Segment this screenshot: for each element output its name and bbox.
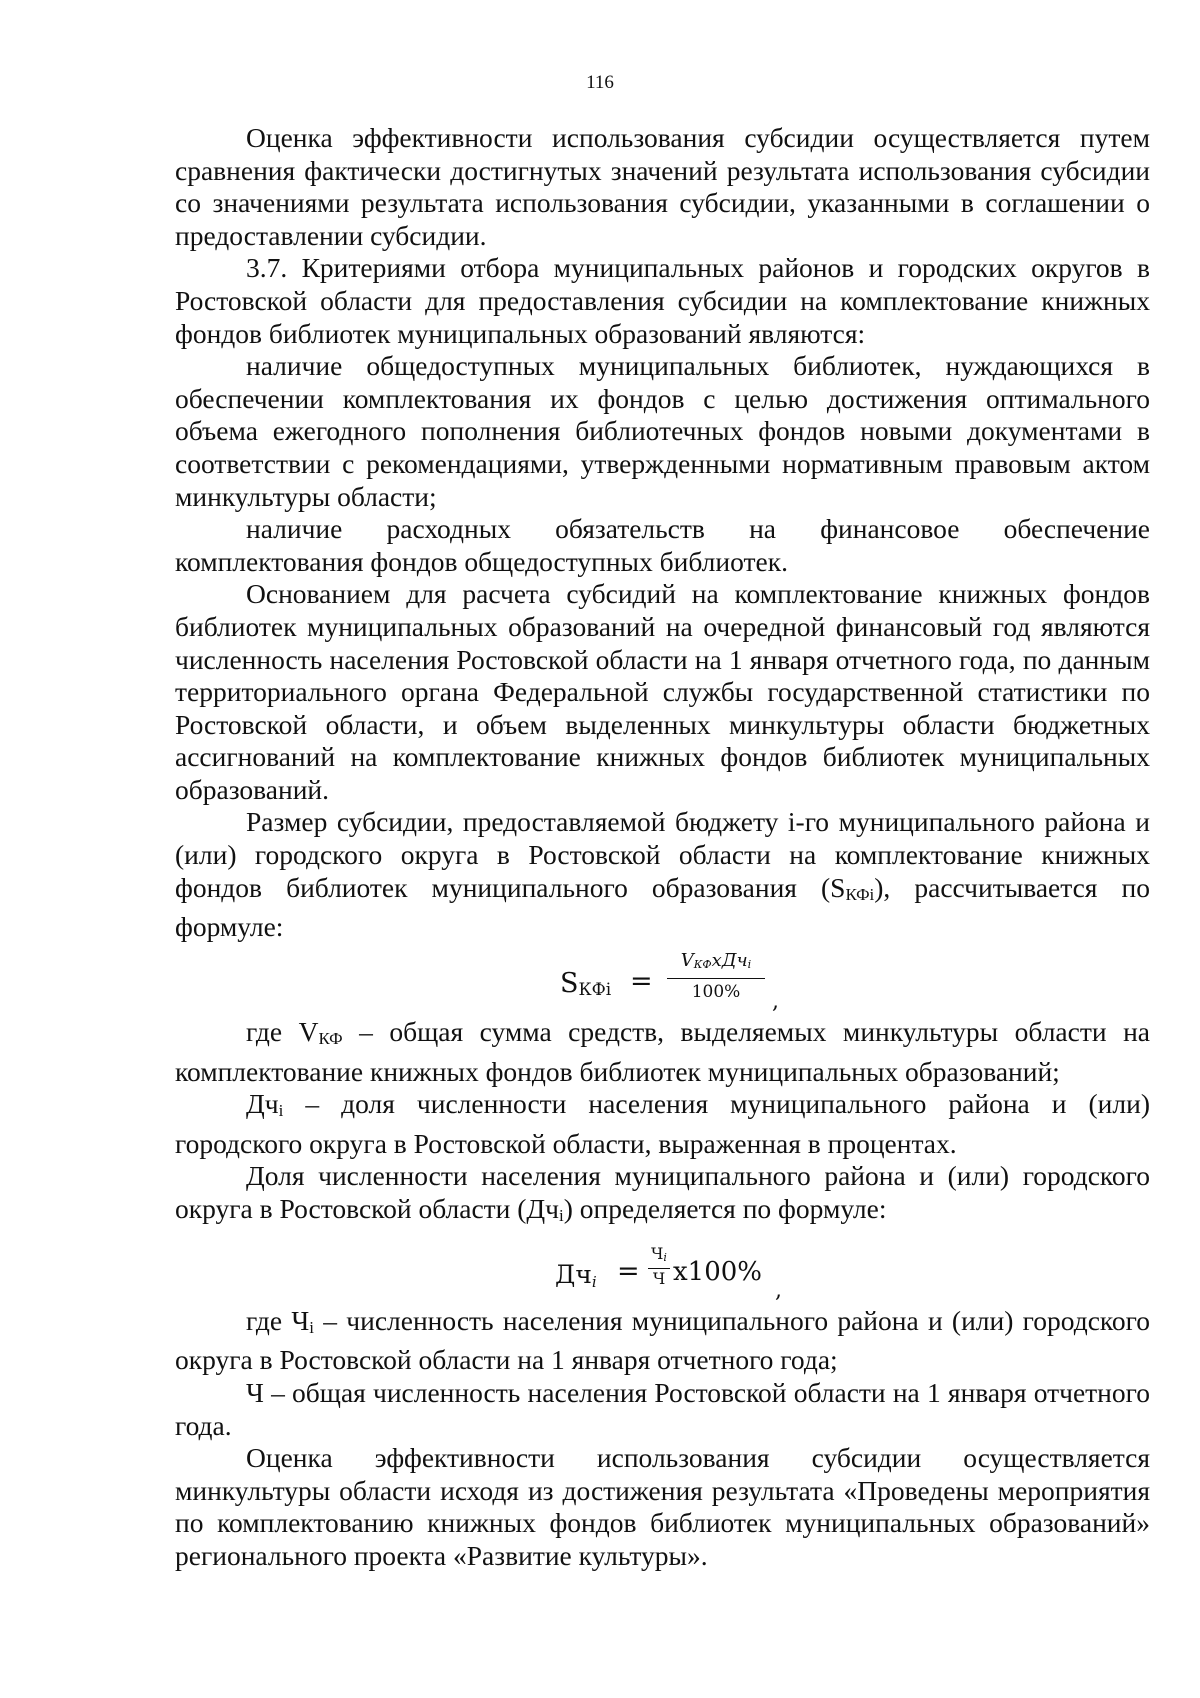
paragraph-evaluation-result: Оценка эффективности использования субсидии осуществляется минкультуры области исходя из достижения результата «Проведены мероприятия по комплектованию книжных фондов библиотек муниципальных образований» регионального проекта «Развитие культуры».: [175, 1442, 1150, 1571]
formula-population-share: $Дч_i$ = Чi Ч х100% ,: [555, 1243, 782, 1303]
paragraph-where-ch: Ч – общая численность населения Ростовской области на 1 января отчетного года.: [175, 1376, 1150, 1441]
formula-share-numerator: Чi: [651, 1243, 667, 1264]
formula-subsidy-equals: =: [630, 965, 653, 997]
formula-subsidy: SКФi = VКФхДчi 100% ,: [560, 949, 779, 1014]
formula-subsidy-denominator: 100%: [691, 981, 741, 1002]
paragraph-criterion-libraries: наличие общедоступных муниципальных библиотек, нуждающихся в обеспечении комплектования их фондов с целью достижения оптимального объема ежегодного пополнения библиотечных фондов новыми документами в соответствии с рекомендациями, утвержденными нормативным правовым актом минкультуры области;: [175, 350, 1150, 512]
formula-subsidy-numerator: VКФхДчi: [680, 949, 752, 971]
paragraph-where-v: где VКФ – общая сумма средств, выделяемых минкультуры области на комплектование книжных фондов библиотек муниципальных образований;: [175, 1015, 1150, 1087]
paragraph-criterion-obligations: наличие расходных обязательств на финансовое обеспечение комплектования фондов общедоступных библиотек.: [175, 513, 1150, 577]
formula-share-equals: =: [617, 1255, 640, 1287]
document-body: [175, 122, 1150, 1572]
formula-subsidy-fraction: [667, 950, 765, 1002]
paragraph-where-ch-i: где Чi – численность населения муниципального района и (или) городского округа в Ростовской области на 1 января отчетного года;: [175, 1304, 1150, 1376]
formula-share-multiplier: х100%: [673, 1256, 762, 1287]
formula-share-fraction: [648, 1245, 670, 1288]
paragraph-where-dch: Дчi – доля численности населения муниципального района и (или) городского округа в Ростовской области, выраженная в процентах.: [175, 1088, 1150, 1159]
fraction-bar: [667, 978, 765, 979]
formula-share-lhs: $Дч_i$: [555, 1259, 597, 1291]
formula-share-denominator: Ч: [652, 1268, 666, 1288]
paragraph-population-share: Доля численности населения муниципального района и (или) городского округа в Ростовской области (Дчi) определяется по формуле:: [175, 1160, 1150, 1226]
paragraph-calculation-basis: Основанием для расчета субсидий на комплектование книжных фондов библиотек муниципальных образований на очередной финансовый год являются численность населения Ростовской области на 1 января отчетного года, по данным территориального органа Федеральной службы государственной статистики по Ростовской области, и объем выделенных минкультуры области бюджетных ассигнований на комплектование книжных фондов библиотек муниципальных образований.: [175, 578, 1150, 805]
paragraph-criteria: 3.7. Критериями отбора муниципальных районов и городских округов в Ростовской области для предоставления субсидии на комплектование книжных фондов библиотек муниципальных образований являются:: [175, 252, 1150, 349]
paragraph-subsidy-size: Размер субсидии, предоставляемой бюджету i-го муниципального района и (или) городского округа в Ростовской области на комплектование книжных фондов библиотек муниципального образования (SКФi), рассчитывается по формуле:: [175, 806, 1150, 943]
formula-subsidy-lhs: SКФi: [560, 967, 612, 1000]
paragraph-evaluation: Оценка эффективности использования субсидии осуществляется путем сравнения фактически достигнутых значений результата использования субсидии со значениями результата использования субсидии, указанными в соглашении о предоставлении субсидии.: [175, 122, 1150, 251]
page-number: 116: [586, 72, 614, 93]
